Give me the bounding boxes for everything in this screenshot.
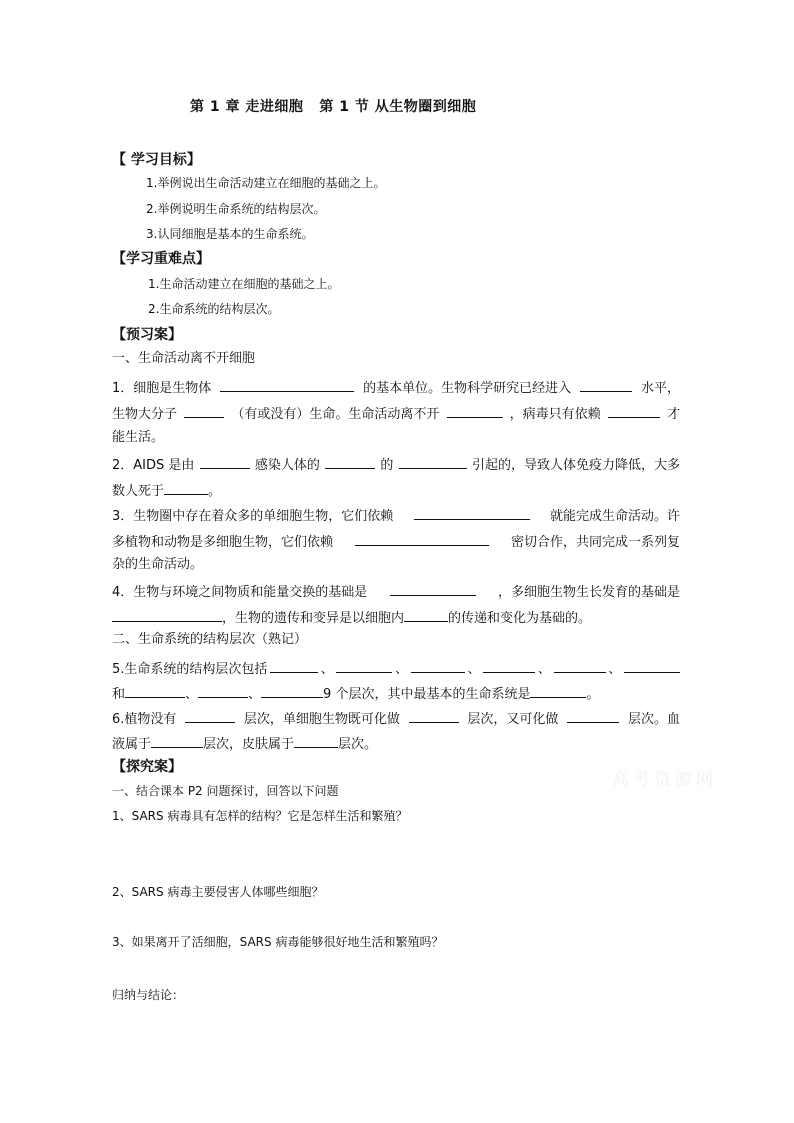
answer-blank[interactable] [399,455,467,469]
explore-heading: 【探究案】 [112,759,182,775]
answer-blank[interactable] [554,659,606,673]
answer-blank[interactable] [390,582,476,596]
question-1-line-3: 能生活。 [112,430,165,445]
page-title [190,96,476,116]
answer-blank[interactable] [414,506,530,520]
explore-question-2: 2、SARS 病毒主要侵害人体哪些细胞？ [112,885,324,899]
objective-item-3: 3.认同细胞是基本的生命系统。 [146,227,314,241]
objective-item-2: 2.举例说明生命系统的结构层次。 [146,202,326,216]
question-4-line-2: ，生物的遗传和变异是以细胞内 的传递和变化为基础的。 [112,608,591,627]
answer-blank[interactable] [200,455,250,469]
answer-blank[interactable] [404,608,448,622]
key-point-item-2: 2.生命系统的结构层次。 [148,302,280,316]
answer-blank[interactable] [185,709,235,723]
answer-blank[interactable] [409,709,459,723]
preview-heading: 【预习案】 [112,327,182,343]
answer-blank[interactable] [198,684,248,698]
answer-blank[interactable] [336,659,392,673]
question-3-line-1: 3．生物圈中存在着众多的单细胞生物，它们依赖 就能完成生命活动。许 [112,506,680,525]
answer-blank[interactable] [580,378,632,392]
question-2-line-1: 2．AIDS 是由 感染人体的 的 引起的，导致人体免疫力降低，大多 [112,455,680,474]
question-3-line-3: 杂的生命活动。 [112,557,204,572]
question-1-line-1: 1．细胞是生物体 的基本单位。生物科学研究已经进入 水平， [112,378,680,397]
question-5-line-1: 5.生命系统的结构层次包括 、 、 、 、 、 [112,659,680,678]
answer-blank[interactable] [294,734,338,748]
key-points-heading: 【学习重难点】 [112,251,210,267]
answer-blank[interactable] [325,455,375,469]
answer-blank[interactable] [270,659,318,673]
question-4-line-1: 4．生物与环境之间物质和能量交换的基础是 ，多细胞生物生长发育的基础是 [112,582,680,601]
part2-title: 二、生命系统的结构层次（熟记） [112,632,308,647]
question-1-line-2: 生物大分子 （有或没有）生命。生命活动离不开 ，病毒只有依赖 才 [112,404,680,423]
answer-blank[interactable] [184,404,224,418]
answer-blank[interactable] [411,659,465,673]
answer-blank[interactable] [567,709,619,723]
question-2-line-2: 数人死于 。 [112,481,221,500]
answer-blank[interactable] [530,684,586,698]
answer-blank[interactable] [608,404,660,418]
answer-blank[interactable] [220,378,354,392]
explore-question-1: 1、SARS 病毒具有怎样的结构？它是怎样生活和繁殖？ [112,809,408,823]
answer-blank[interactable] [112,608,222,622]
section-title: 第 1 节 从生物圈到细胞 [319,99,477,115]
objectives-heading: 【 学习目标】 [112,152,201,168]
part1-title: 一、生命活动离不开细胞 [112,351,256,366]
question-3-line-2: 多植物和动物是多细胞生物，它们依赖 密切合作，共同完成一系列复 [112,532,680,551]
answer-blank[interactable] [483,659,535,673]
objective-item-1: 1.举例说出生命活动建立在细胞的基础之上。 [146,176,386,190]
key-point-item-1: 1.生命活动建立在细胞的基础之上。 [148,277,340,291]
answer-blank[interactable] [261,684,323,698]
answer-blank[interactable] [624,659,680,673]
explore-intro: 一、结合课本 P2 问题探讨，回答以下问题 [112,784,339,798]
question-6-line-2: 液属于 层次，皮肤属于 层次。 [112,734,377,753]
chapter-title: 第 1 章 走进细胞 [190,99,304,115]
answer-blank[interactable] [447,404,503,418]
answer-blank[interactable] [164,481,208,495]
conclusion-label: 归纳与结论： [112,988,185,1002]
question-6-line-1: 6.植物没有 层次，单细胞生物既可化做 层次，又可化做 层次。血 [112,709,680,728]
watermark: 高考资源网 [612,770,717,790]
answer-blank[interactable] [125,684,185,698]
explore-question-3: 3、如果离开了活细胞，SARS 病毒能够很好地生活和繁殖吗？ [112,935,444,949]
question-5-line-2: 和 、 、 9 个层次，其中最基本的生命系统是 。 [112,684,599,703]
answer-blank[interactable] [151,734,203,748]
answer-blank[interactable] [355,532,489,546]
